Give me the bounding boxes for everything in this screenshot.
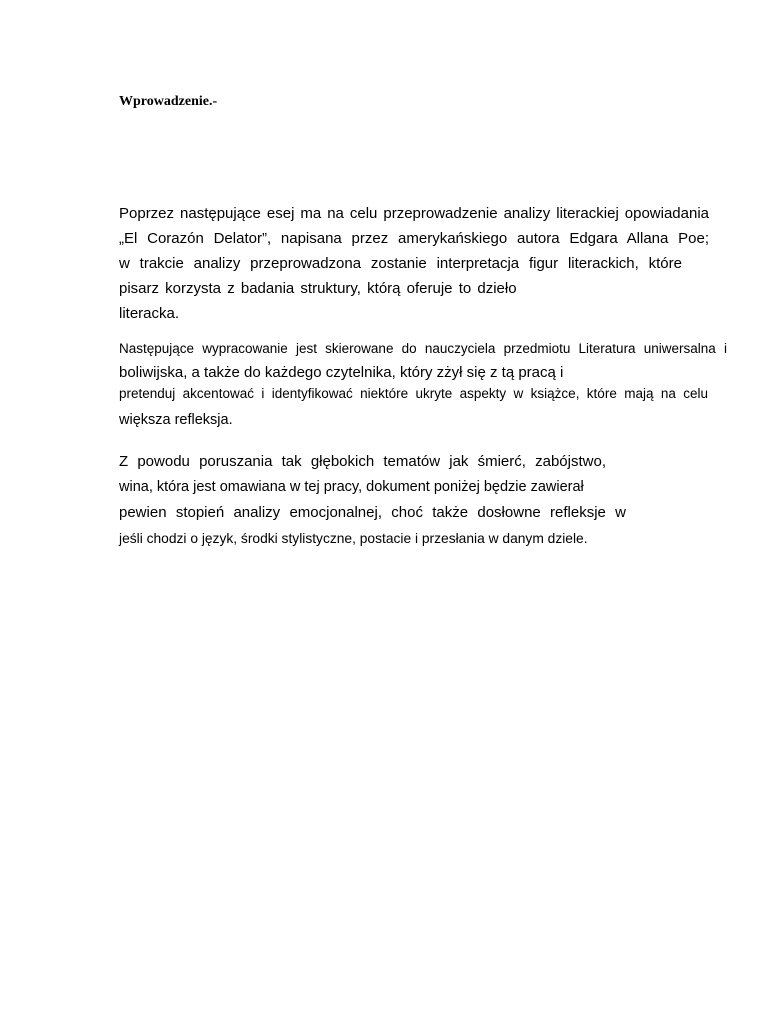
paragraph-line: literacka. — [119, 305, 180, 322]
paragraph-line: Z powodu poruszania tak głębokich tematów jak śmierć, zabójstwo, — [119, 453, 606, 470]
paragraph-line: Następujące wypracowanie jest skierowane do nauczyciela przedmiotu Literatura uniwersalna i — [119, 341, 727, 356]
paragraph-line: jeśli chodzi o język, środki stylistyczne, postacie i przesłania w danym dziele. — [119, 530, 588, 546]
paragraph-audience — [119, 338, 727, 437]
paragraph-line: wina, która jest omawiana w tej pracy, dokument poniżej będzie zawierał — [119, 478, 584, 495]
section-heading: Wprowadzenie.- — [119, 94, 218, 109]
paragraph-intro — [119, 201, 709, 326]
paragraph-line: Poprzez następujące esej ma na celu przeprowadzenie analizy literackiej opowiadania — [119, 205, 709, 222]
paragraph-line: pisarz korzysta z badania struktury, którą oferuje to dzieło — [119, 280, 517, 297]
paragraph-line: boliwijska, a także do każdego czytelnika, który zżył się z tą pracą i — [119, 364, 564, 381]
paragraph-line: pretenduj akcentować i identyfikować niektóre ukryte aspekty w książce, które mają na celu — [119, 386, 708, 401]
paragraph-line: w trakcie analizy przeprowadzona zostanie interpretacja figur literackich, które — [119, 255, 682, 272]
paragraph-line: większa refleksja. — [119, 412, 233, 428]
paragraph-scope — [119, 449, 626, 551]
paragraph-line: pewien stopień analizy emocjonalnej, choć także dosłowne refleksje w — [119, 504, 626, 521]
paragraph-line: „El Corazón Delator”, napisana przez amerykańskiego autora Edgara Allana Poe; — [119, 230, 709, 247]
